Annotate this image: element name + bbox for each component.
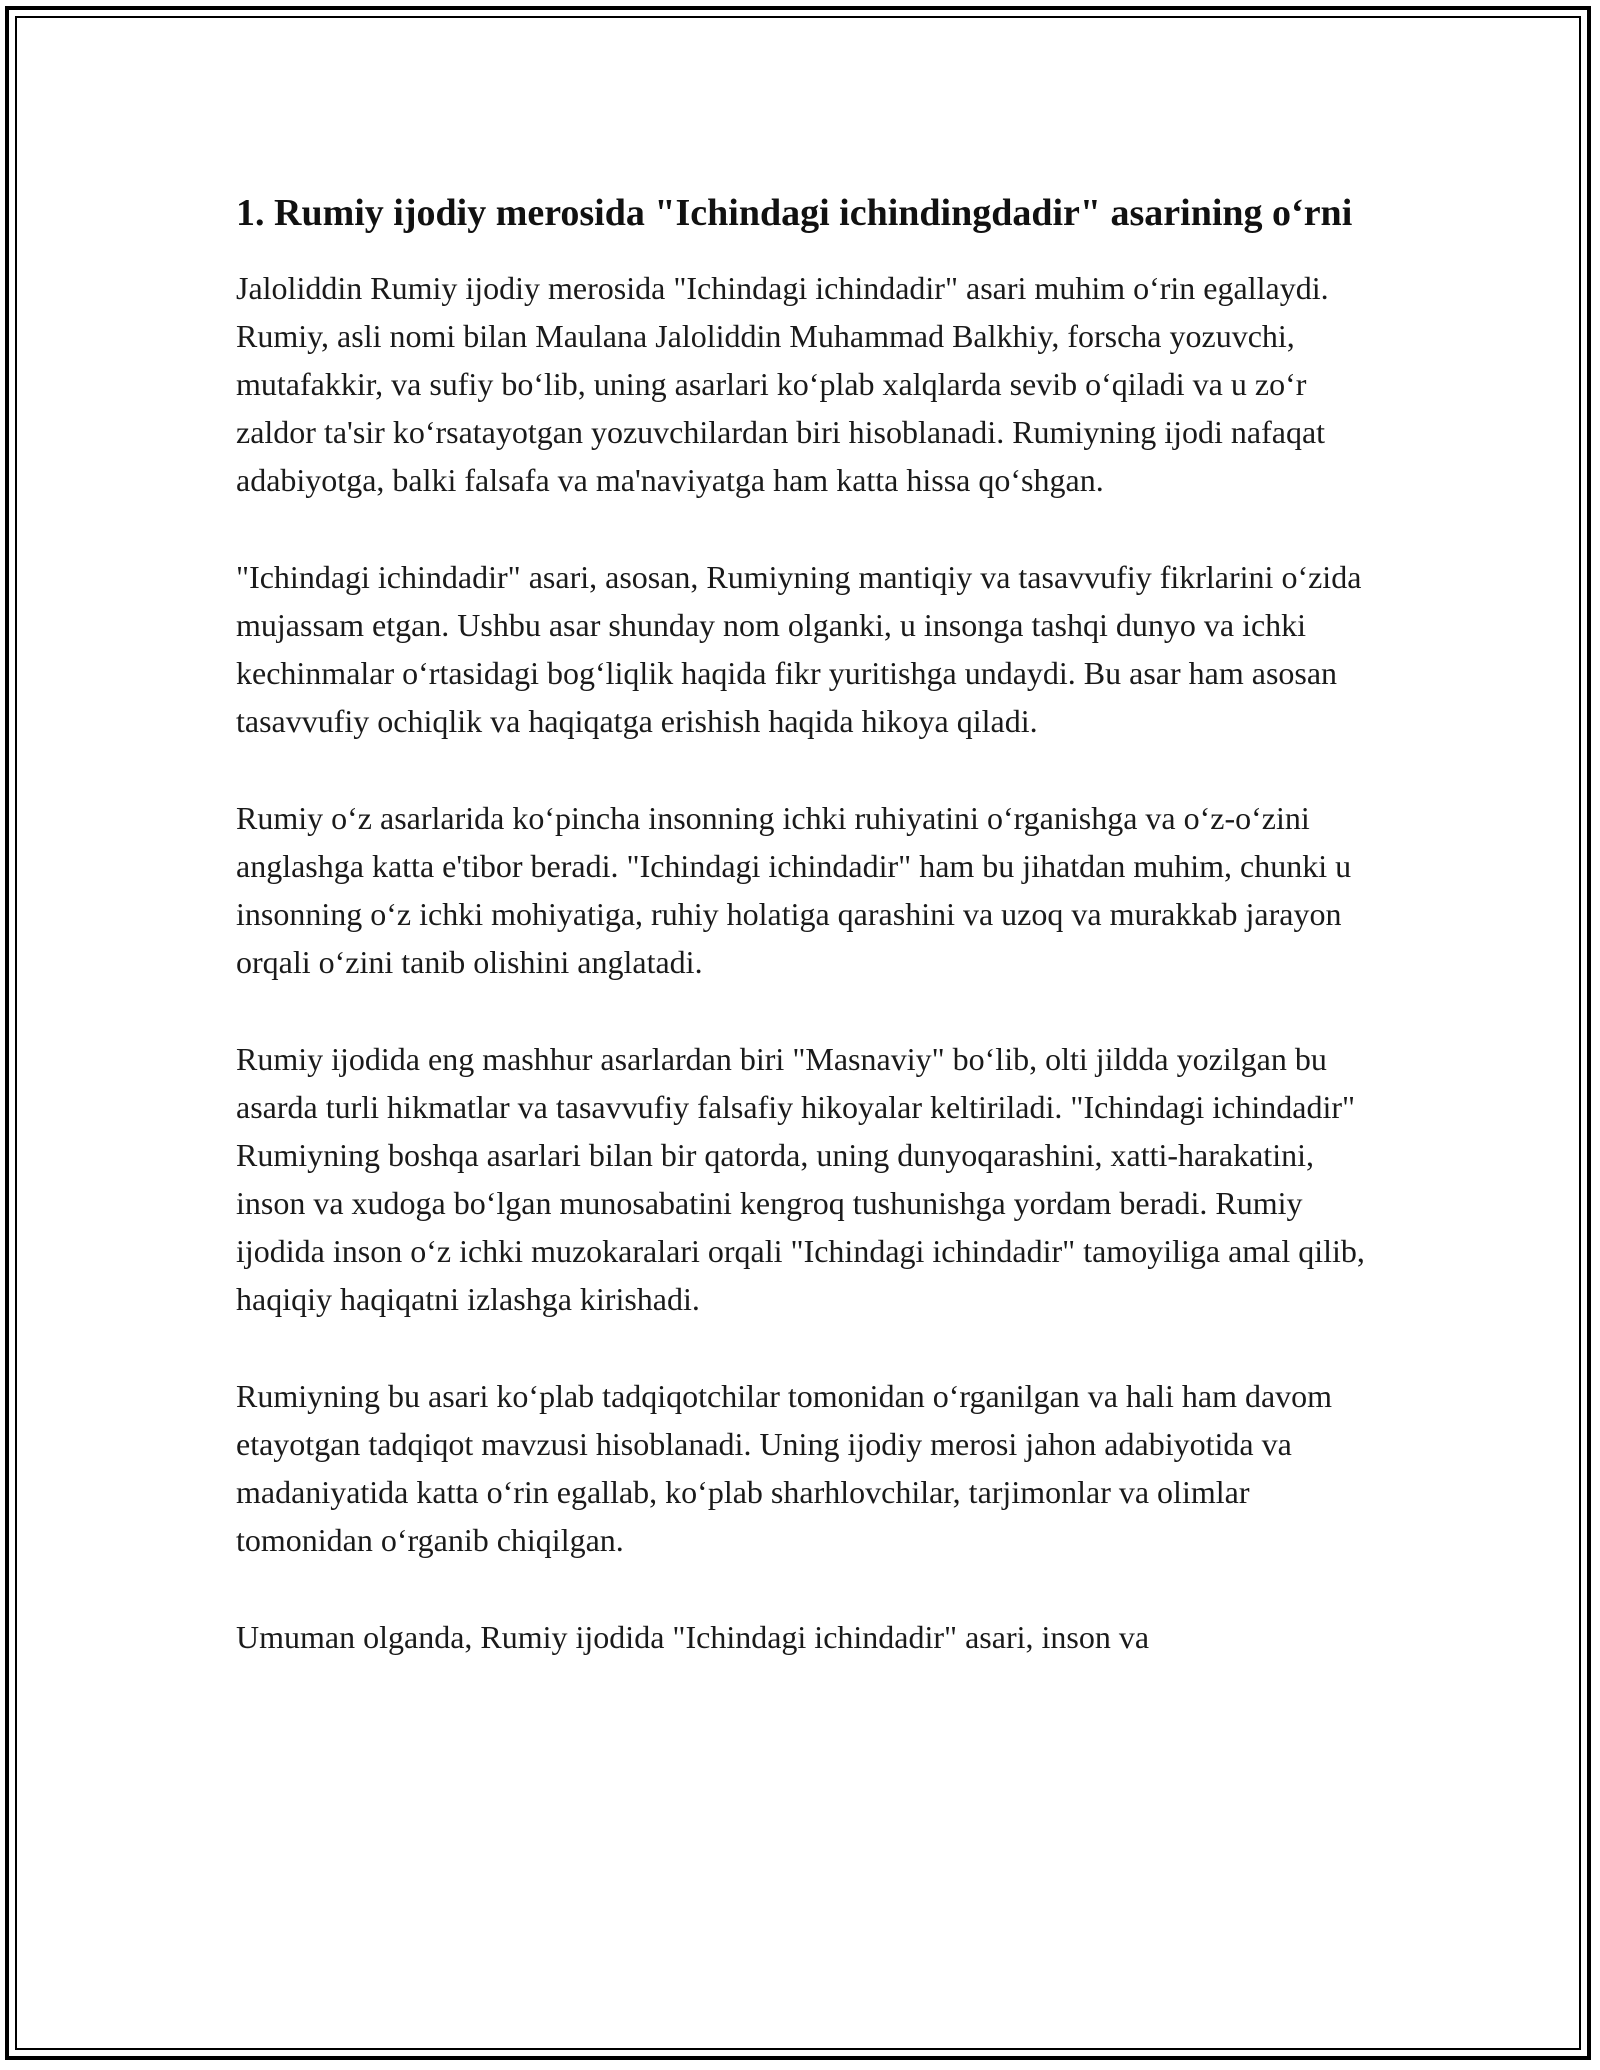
paragraph-4: Rumiy ijodida eng mashhur asarlardan biri "Masnaviy" bo‘lib, olti jildda yozilgan bu asarda turli hikmatlar va tasavvufiy falsafiy hikoyalar keltiriladi. "Ichindagi ichindadir" Rumiyning boshqa asarlari bilan bir qatorda, uning dunyoqarashini, xatti-harakatini, inson va xudoga bo‘lgan munosabatini kengroq tushunishga yordam beradi. Rumiy ijodida inson o‘z ichki muzokaralari orqali "Ichindagi ichindadir" tamoyiliga amal qilib, haqiqiy haqiqatni izlashga kirishadi. (236, 1041, 1365, 1317)
paragraph-5: Rumiyning bu asari ko‘plab tadqiqotchilar tomonidan o‘rganilgan va hali ham davom etayotgan tadqiqot mavzusi hisoblanadi. Uning ijodiy merosi jahon adabiyotida va madaniyatida katta o‘rin egallab, ko‘plab sharhlovchilar, tarjimonlar va olimlar tomonidan o‘rganib chiqilgan. (236, 1378, 1333, 1558)
document-title: 1. Rumiy ijodiy merosida "Ichindagi ichindingdadir" asarining o‘rni (236, 192, 1353, 234)
paragraph-3: Rumiy o‘z asarlarida ko‘pincha insonning ichki ruhiyatini o‘rganishga va o‘z-o‘zini anglashga katta e'tibor beradi. "Ichindagi ichindadir" ham bu jihatdan muhim, chunki u insonning o‘z ichki mohiyatiga, ruhiy holatiga qarashini va uzoq va murakkab jarayon orqali o‘zini tanib olishini anglatadi. (236, 800, 1352, 980)
paragraph-6: Umuman olganda, Rumiy ijodida "Ichindagi ichindadir" asari, inson va (236, 1619, 1150, 1655)
paragraph-2: "Ichindagi ichindadir" asari, asosan, Rumiyning mantiqiy va tasavvufiy fikrlarini o‘zida mujassam etgan. Ushbu asar shunday nom olganki, u insonga tashqi dunyo va ichki kechinmalar o‘rtasidagi bog‘liqlik haqida fikr yuritishga undaydi. Bu asar ham asosan tasavvufiy ochiqlik va haqiqatga erishish haqida hikoya qiladi. (236, 559, 1362, 739)
paragraph-1: Jaloliddin Rumiy ijodiy merosida "Ichindagi ichindadir" asari muhim o‘rin egallaydi. Rumiy, asli nomi bilan Maulana Jaloliddin Muhammad Balkhiy, forscha yozuvchi, mutafakkir, va sufiy bo‘lib, uning asarlari ko‘plab xalqlarda sevib o‘qiladi va u zo‘r zaldor ta'sir ko‘rsatayotgan yozuvchilardan biri hisoblanadi. Rumiyning ijodi nafaqat adabiyotga, balki falsafa va ma'naviyatga ham katta hissa qo‘shgan. (236, 270, 1329, 498)
document-body (236, 186, 1386, 1710)
